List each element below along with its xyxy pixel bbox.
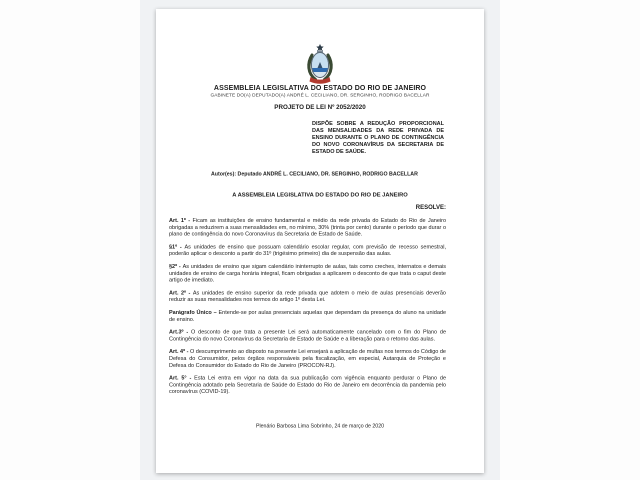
article-paragraph: Art. 4º - O descumprimento ao disposto na presente Lei ensejará a aplicação de multas nos termos do Código de Defesa do Consumidor, pelos órgãos responsáveis pela fiscalização, em especial, Autarquia de Proteção e Defesa do Consumidor do Estado do Rio de Janeiro (PROCON-RJ). (169, 348, 446, 369)
article-paragraph: §2º - As unidades de ensino que sigam calendário ininterrupto de aulas, tais como creches, internatos e demais unidades de ensino de carga horária integral, ficam obrigadas a aplicarem o desconto de que trata o caput deste artigo de imediato. (169, 263, 446, 284)
ementa-summary: DISPÕE SOBRE A REDUÇÃO PROPORCIONAL DAS MENSALIDADES DA REDE PRIVADA DE ENSINO DURANTE O PLANO DE CONTINGÊNCIA DO NOVO CORONAVÍRUS DA SECRETARIA DE ESTADO DE SAÚDE. (312, 120, 444, 155)
article-paragraph: Art.3º - O desconto de que trata a presente Lei será automaticamente cancelado com o fim do Plano de Contingência do novo Coronavírus da Secretaria de Estado de Saúde e a liberação para o retorno das aulas. (169, 329, 447, 342)
document-page-content (156, 9, 484, 473)
authors-names: Deputado ANDRÉ L. CECILIANO, DR. SERGINHO, RODRIGO BACELLAR (237, 171, 418, 177)
document-page (156, 9, 484, 473)
preamble-heading: A ASSEMBLEIA LEGISLATIVA DO ESTADO DO RIO DE JANEIRO (232, 192, 408, 198)
org-name: ASSEMBLEIA LEGISLATIVA DO ESTADO DO RIO DE JANEIRO (213, 83, 427, 92)
office-line: GABINETE DO(A) DEPUTADO(A) ANDRÉ L. CECILIANO, DR. SERGINHO, RODRIGO BACELLAR (210, 92, 430, 98)
article-paragraph: Parágrafo Único – Entende-se por aulas presenciais aquelas que dependam da presença do aluno na unidade de ensino. (169, 309, 446, 323)
article-paragraph: §1º - As unidades de ensino que possuam calendário escolar regular, com previsão de recesso semestral, poderão aplicar o desconto a partir do 31º (trigésimo primeiro) dia de suspensão das aulas. (169, 243, 447, 257)
article-paragraph: Art. 1º - Ficam as instituições de ensino fundamental e médio da rede privada do Estado do Rio de Janeiro obrigadas a reduzirem a suas mensalidades em, no mínimo, 30% (trinta por cento) durante o período que durar o plano de contingência do novo Coronavírus da Secretaria de Estado de Saúde. (169, 217, 446, 238)
authors-line (211, 171, 471, 177)
footer-date: Plenário Barbosa Lima Sobrinho, 24 de março de 2020 (255, 423, 385, 429)
document-viewer-canvas (140, 0, 500, 480)
coat-of-arms-icon (156, 43, 484, 85)
authors-label: Autor(es): (211, 171, 237, 177)
article-paragraph: Art. 2º - As unidades de ensino superior da rede privada que adotem o meio de aulas presenciais deverão reduzir as suas mensalidades nos termos do artigo 1º desta Lei. (169, 289, 446, 303)
resolve-heading: RESOLVE: (415, 203, 446, 211)
article-paragraph: Art. 5° - Esta Lei entra em vigor na data da sua publicação com vigência enquanto perdurar o Plano de Contingência adotado pela Secretaria de Saúde do Estado do Rio de Janeiro em decorrência da pandemia pelo coronavírus (COVID-19). (169, 375, 447, 395)
bill-title: PROJETO DE LEI Nº 2052/2020 (274, 103, 366, 111)
articles (169, 218, 446, 402)
